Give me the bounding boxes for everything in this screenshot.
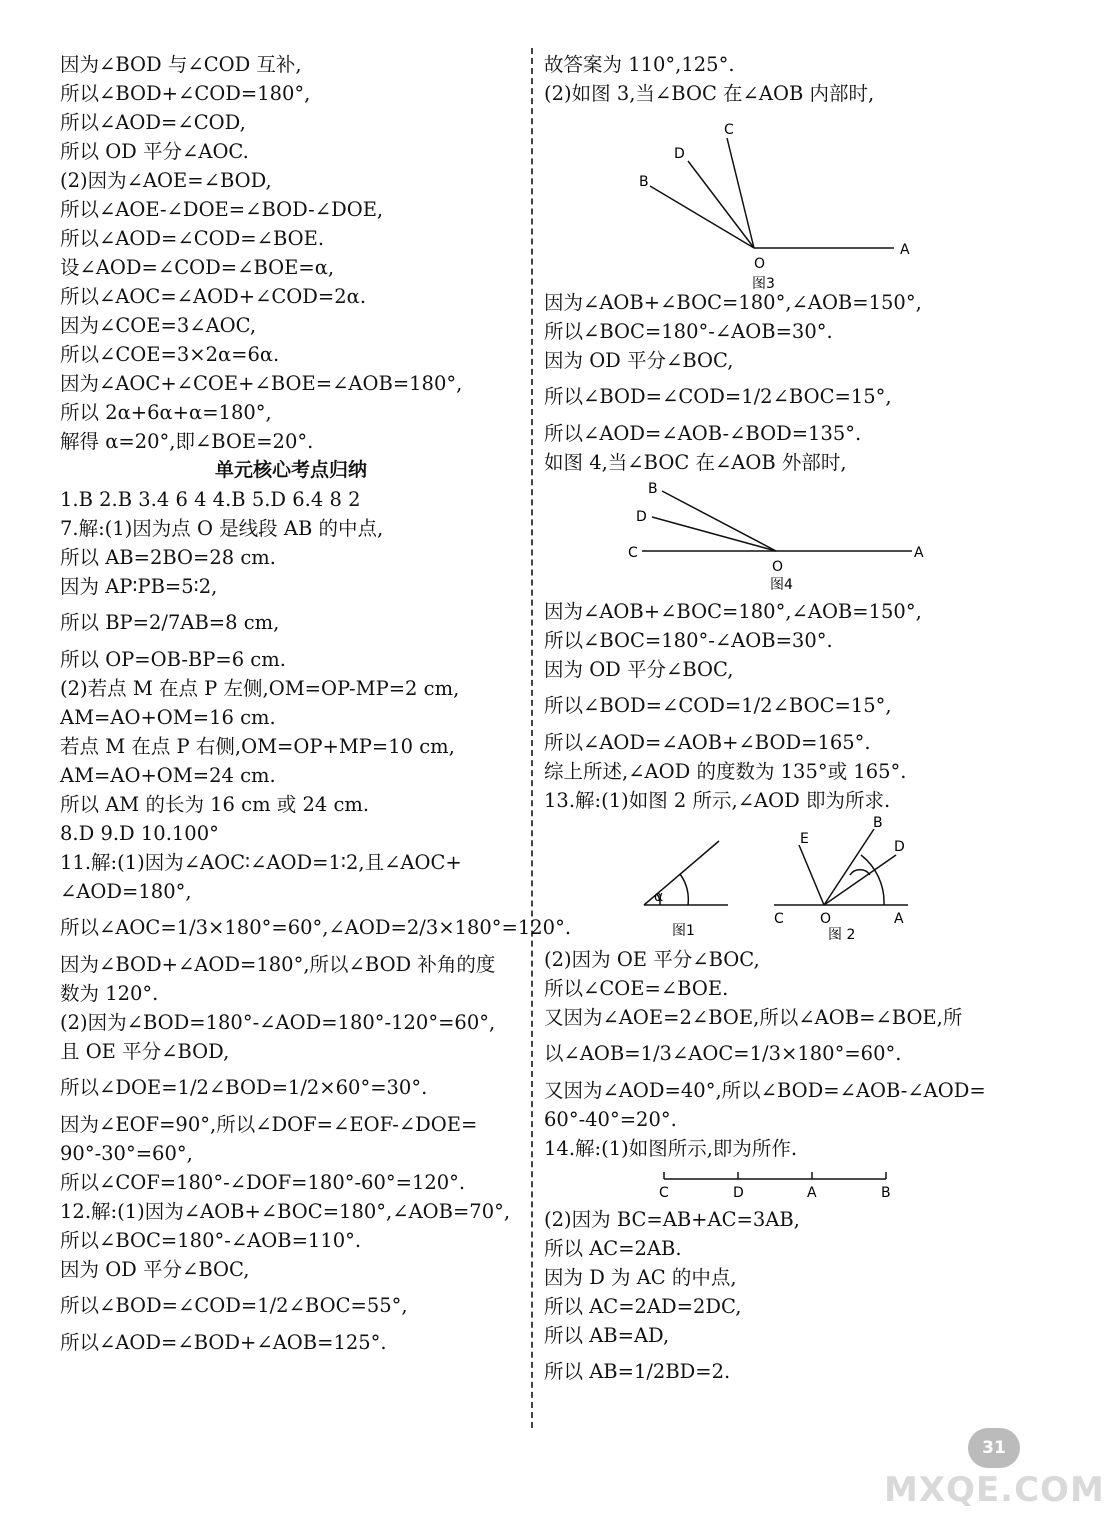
text-line: 故答案为 110°,125°.: [544, 53, 735, 76]
text-line: 所以∠BOD=∠COD=1/2∠BOC=55°,: [60, 1294, 408, 1317]
text-line: 所以∠AOD=∠AOB-∠BOD=135°.: [544, 422, 862, 445]
text-line: 所以∠BOC=180°-∠AOB=110°.: [60, 1229, 362, 1252]
fig4-label-o: O: [772, 559, 784, 575]
fig4-label-c: C: [628, 545, 638, 561]
text-line: 若点 M 在点 P 右侧,OM=OP+MP=10 cm,: [60, 735, 455, 758]
right-column: [544, 50, 1022, 1394]
text-line: 所以 BP=2/7AB=8 cm,: [60, 611, 280, 634]
text-line: 所以 AM 的长为 16 cm 或 24 cm.: [60, 793, 370, 816]
text-line: 又因为∠AOD=40°,所以∠BOD=∠AOB-∠AOD=: [544, 1079, 986, 1102]
text-line: 13.解:(1)如图 2 所示,∠AOD 即为所求.: [544, 789, 891, 812]
fig3-label-o: O: [754, 256, 766, 272]
fig14-label-b: B: [881, 1185, 891, 1201]
left-column: [60, 50, 572, 1357]
text-line: 11.解:(1)因为∠AOC∶∠AOD=1∶2,且∠AOC+: [60, 851, 462, 874]
text-line: 所以∠COE=3×2α=6α.: [60, 343, 280, 366]
text-line: 因为∠BOD+∠AOD=180°,所以∠BOD 补角的度: [60, 953, 496, 976]
text-line: 解得 α=20°,即∠BOE=20°.: [60, 430, 314, 453]
section-heading: 单元核心考点归纳: [214, 459, 367, 481]
fig1-alpha: α: [654, 889, 664, 905]
text-line: (2)如图 3,当∠BOC 在∠AOB 内部时,: [544, 82, 875, 105]
text-line: 所以 AB=1/2BD=2.: [544, 1360, 731, 1383]
text-line: (2)因为∠AOE=∠BOD,: [60, 169, 272, 192]
text-line: 所以∠AOD=∠COD=∠BOE.: [60, 227, 325, 250]
fig2-label-b: B: [873, 815, 883, 831]
text-line: (2)因为∠BOD=180°-∠AOD=180°-120°=60°,: [60, 1011, 496, 1034]
figure-1-and-2: [544, 815, 1022, 945]
text-line: 因为∠COE=3∠AOC,: [60, 314, 257, 337]
text-line: (2)因为 OE 平分∠BOC,: [544, 948, 760, 971]
page-number: 31: [968, 1428, 1020, 1468]
text-line: 因为∠AOB+∠BOC=180°,∠AOB=150°,: [544, 600, 922, 623]
fig14-label-a: A: [807, 1185, 817, 1201]
fig2-label-o: O: [820, 911, 832, 927]
fig2-label-d: D: [894, 839, 905, 855]
text-line: 数为 120°.: [60, 982, 159, 1005]
figure-3: [544, 108, 1022, 292]
text-line: 所以∠DOE=1/2∠BOD=1/2×60°=30°.: [60, 1076, 428, 1099]
text-line: 所以 AC=2AD=2DC,: [544, 1295, 742, 1318]
text-line: (2)因为 BC=AB+AC=3AB,: [544, 1208, 800, 1231]
text-line: 1.B 2.B 3.4 6 4 4.B 5.D 6.4 8 2: [60, 488, 361, 511]
text-line: AM=AO+OM=16 cm.: [60, 706, 276, 729]
fig3-label-b: B: [639, 174, 649, 190]
text-line: 因为 D 为 AC 的中点,: [544, 1266, 737, 1289]
text-line: 且 OE 平分∠BOD,: [60, 1040, 230, 1063]
text-line: 所以∠BOC=180°-∠AOB=30°.: [544, 629, 833, 652]
text-line: 所以∠AOC=∠AOD+∠COD=2α.: [60, 285, 367, 308]
text-line: 7.解:(1)因为点 O 是线段 AB 的中点,: [60, 517, 384, 540]
fig1-caption: 图1: [672, 923, 695, 939]
text-line: 所以 OD 平分∠AOC.: [60, 140, 249, 163]
fig2-label-a: A: [894, 911, 904, 927]
text-line: 因为∠EOF=90°,所以∠DOF=∠EOF-∠DOE=: [60, 1113, 478, 1136]
fig3-label-d: D: [674, 146, 685, 162]
fig14-label-c: C: [659, 1185, 669, 1201]
fig2-caption: 图 2: [828, 927, 856, 943]
text-line: 因为 AP∶PB=5∶2,: [60, 575, 218, 598]
fig3-label-c: C: [724, 122, 734, 138]
fig14-label-d: D: [733, 1185, 744, 1201]
fig4-caption: 图4: [770, 577, 793, 593]
text-line: 所以∠COE=∠BOE.: [544, 977, 729, 1000]
text-line: 综上所述,∠AOD 的度数为 135°或 165°.: [544, 760, 907, 783]
text-line: 设∠AOD=∠COD=∠BOE=α,: [60, 256, 335, 279]
figure-4: [544, 477, 1022, 597]
text-line: 所以∠AOC=1/3×180°=60°,∠AOD=2/3×180°=120°.: [60, 916, 572, 939]
watermark: MXQE.COM: [884, 1470, 1105, 1510]
text-line: 以∠AOB=1/3∠AOC=1/3×180°=60°.: [544, 1042, 902, 1065]
text-line: 所以∠BOD=∠COD=1/2∠BOC=15°,: [544, 694, 892, 717]
fig4-label-a: A: [914, 545, 924, 561]
text-line: 因为 OD 平分∠BOC,: [544, 349, 734, 372]
fig3-label-a: A: [900, 242, 910, 258]
figure-14: [544, 1163, 1022, 1205]
text-line: 所以∠AOD=∠COD,: [60, 111, 246, 134]
text-line: 所以∠BOC=180°-∠AOB=30°.: [544, 320, 833, 343]
text-line: 因为 OD 平分∠BOC,: [544, 658, 734, 681]
fig3-caption: 图3: [752, 276, 775, 292]
text-line: 因为∠AOB+∠BOC=180°,∠AOB=150°,: [544, 291, 922, 314]
text-line: 90°-30°=60°,: [60, 1142, 193, 1165]
text-line: 因为∠BOD 与∠COD 互补,: [60, 53, 302, 76]
text-line: 因为 OD 平分∠BOC,: [60, 1258, 250, 1281]
fig2-label-e: E: [800, 831, 809, 847]
text-line: 所以∠BOD+∠COD=180°,: [60, 82, 311, 105]
text-line: 所以∠AOD=∠BOD+∠AOB=125°.: [60, 1331, 387, 1354]
text-line: 12.解:(1)因为∠AOB+∠BOC=180°,∠AOB=70°,: [60, 1200, 511, 1223]
text-line: 8.D 9.D 10.100°: [60, 822, 219, 845]
text-line: 所以 OP=OB-BP=6 cm.: [60, 648, 286, 671]
text-line: ∠AOD=180°,: [60, 880, 192, 903]
text-line: 14.解:(1)如图所示,即为所作.: [544, 1137, 798, 1160]
text-line: 所以∠AOD=∠AOB+∠BOD=165°.: [544, 731, 871, 754]
fig2-label-c: C: [774, 911, 784, 927]
text-line: 所以 2α+6α+α=180°,: [60, 401, 272, 424]
text-line: 所以∠COF=180°-∠DOF=180°-60°=120°.: [60, 1171, 466, 1194]
text-line: 所以∠BOD=∠COD=1/2∠BOC=15°,: [544, 385, 892, 408]
text-line: 如图 4,当∠BOC 在∠AOB 外部时,: [544, 451, 847, 474]
column-divider: [531, 48, 533, 1428]
fig4-label-b: B: [648, 481, 658, 497]
text-line: AM=AO+OM=24 cm.: [60, 764, 276, 787]
text-line: 因为∠AOC+∠COE+∠BOE=∠AOB=180°,: [60, 372, 463, 395]
text-line: 60°-40°=20°.: [544, 1108, 677, 1131]
text-line: 又因为∠AOE=2∠BOE,所以∠AOB=∠BOE,所: [544, 1006, 963, 1029]
text-line: 所以∠AOE-∠DOE=∠BOD-∠DOE,: [60, 198, 384, 221]
fig4-label-d: D: [636, 509, 647, 525]
text-line: (2)若点 M 在点 P 左侧,OM=OP-MP=2 cm,: [60, 677, 460, 700]
text-line: 所以 AC=2AB.: [544, 1237, 682, 1260]
text-line: 所以 AB=2BO=28 cm.: [60, 546, 276, 569]
text-line: 所以 AB=AD,: [544, 1324, 670, 1347]
